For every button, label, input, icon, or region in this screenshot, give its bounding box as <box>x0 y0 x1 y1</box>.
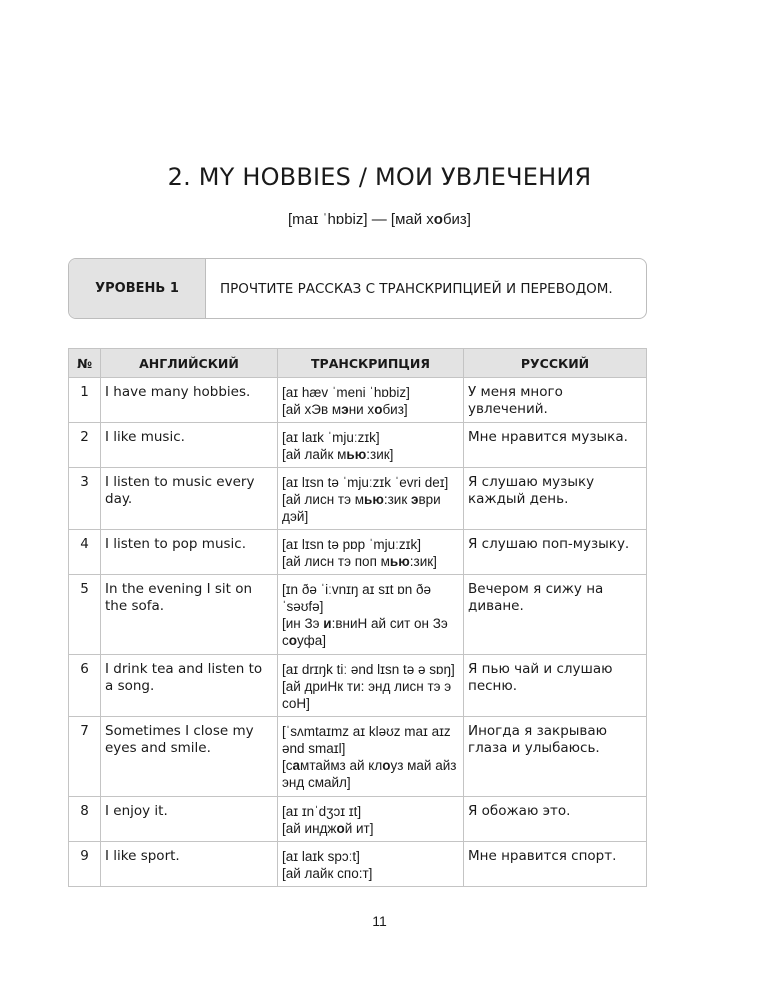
russian-transcription <box>282 757 459 791</box>
title-transcription <box>0 211 759 228</box>
transcription-part: :зик] <box>409 554 437 569</box>
title-ipa: [maɪ ˈhɒbiz] <box>288 211 368 228</box>
table-row <box>69 717 647 797</box>
title-ru-stress: о <box>433 211 443 228</box>
stressed-vowel: ью <box>364 492 384 507</box>
stressed-vowel: о <box>374 402 383 417</box>
page-number: 11 <box>372 913 387 929</box>
row-number: 2 <box>69 423 101 468</box>
transcription-part: [ай хЭв м <box>282 402 342 417</box>
transcription-part: [ай лайк м <box>282 447 347 462</box>
ipa-transcription: [ɪn ðə ˈiːvnɪŋ aɪ sɪt ɒn ðə ˈsəʊfə] <box>282 582 432 614</box>
transcription-part: [ай лисн тэ м <box>282 492 365 507</box>
row-number: 7 <box>69 717 101 797</box>
russian-translation: Иногда я закрываю глаза и улыбаюсь. <box>464 717 647 797</box>
russian-translation: Я слушаю музыку каждый день. <box>464 468 647 530</box>
russian-transcription <box>282 820 459 837</box>
transcription-cell <box>278 468 464 530</box>
row-number: 4 <box>69 530 101 575</box>
table-row <box>69 842 647 887</box>
table-row <box>69 378 647 423</box>
transcription-part: :зик] <box>366 447 394 462</box>
transcription-part: [с <box>282 758 293 773</box>
stressed-vowel: ью <box>389 554 410 569</box>
transcription-part: ври дэй] <box>282 492 441 524</box>
table-row <box>69 468 647 530</box>
stressed-vowel: о <box>382 758 391 773</box>
ipa-transcription: [aɪ ɪnˈdʒɔɪ ɪt] <box>282 804 362 819</box>
english-phrase: I like music. <box>101 423 278 468</box>
english-phrase: I drink tea and listen to a song. <box>101 655 278 717</box>
transcription-cell <box>278 842 464 887</box>
row-number: 1 <box>69 378 101 423</box>
russian-transcription <box>282 553 459 570</box>
english-phrase: I enjoy it. <box>101 797 278 842</box>
level-instruction: ПРОЧТИТЕ РАССКАЗ С ТРАНСКРИПЦИЕЙ И ПЕРЕВОДОМ. <box>220 280 613 297</box>
russian-transcription <box>282 865 459 882</box>
transcription-part: [ай индж <box>282 821 337 836</box>
ipa-transcription: [aɪ drɪŋk tiː ənd lɪsn tə ə sɒŋ] <box>282 662 455 677</box>
russian-transcription <box>282 446 459 463</box>
stressed-vowel: ью <box>346 447 367 462</box>
russian-transcription <box>282 615 459 649</box>
transcription-cell <box>278 797 464 842</box>
stressed-vowel: а <box>292 758 301 773</box>
title-ru-part: [май х <box>390 211 434 228</box>
vocabulary-table <box>68 348 647 887</box>
header-number: № <box>69 349 101 378</box>
russian-translation: Вечером я сижу на диване. <box>464 575 647 655</box>
ipa-transcription: [aɪ lɪsn tə pɒp ˈmjuːzɪk] <box>282 537 421 552</box>
ipa-transcription: [aɪ laɪk spɔːt] <box>282 849 360 864</box>
title-dash: — <box>367 211 391 228</box>
transcription-cell <box>278 423 464 468</box>
russian-translation: Я слушаю поп-музыку. <box>464 530 647 575</box>
stressed-vowel: о <box>288 633 297 648</box>
transcription-part: уз май айз энд смайл] <box>282 758 457 790</box>
transcription-part: :вниН ай сит он Зэ с <box>282 616 448 648</box>
ipa-transcription: [aɪ lɪsn tə ˈmjuːzɪk ˈevri deɪ] <box>282 475 449 490</box>
table-row <box>69 530 647 575</box>
english-phrase: I like sport. <box>101 842 278 887</box>
transcription-part: [ай дриНк ти: энд лисн тэ э соН] <box>282 679 452 711</box>
english-phrase: Sometimes I close my eyes and smile. <box>101 717 278 797</box>
header-russian: РУССКИЙ <box>464 349 647 378</box>
header-english: АНГЛИЙСКИЙ <box>101 349 278 378</box>
ipa-transcription: [aɪ laɪk ˈmjuːzɪk] <box>282 430 380 445</box>
russian-translation: Я пью чай и слушаю песню. <box>464 655 647 717</box>
transcription-cell <box>278 655 464 717</box>
transcription-cell <box>278 575 464 655</box>
russian-translation: Мне нравится спорт. <box>464 842 647 887</box>
stressed-vowel: и <box>323 616 332 631</box>
transcription-part: мтаймз ай кл <box>300 758 383 773</box>
transcription-cell <box>278 530 464 575</box>
title-ru-part: биз] <box>442 211 471 228</box>
stressed-vowel: э <box>341 402 349 417</box>
table-row <box>69 575 647 655</box>
english-phrase: I have many hobbies. <box>101 378 278 423</box>
transcription-part: :зик <box>383 492 411 507</box>
row-number: 3 <box>69 468 101 530</box>
english-phrase: I listen to music every day. <box>101 468 278 530</box>
transcription-part: [ай лайк спо:т] <box>282 866 373 881</box>
russian-transcription <box>282 491 459 525</box>
transcription-cell <box>278 378 464 423</box>
table-row <box>69 655 647 717</box>
row-number: 5 <box>69 575 101 655</box>
transcription-part: [ин Зэ <box>282 616 324 631</box>
ipa-transcription: [ˈsʌmtaɪmz aɪ kləʊz maɪ aɪz ənd smaɪl] <box>282 724 451 756</box>
stressed-vowel: э <box>411 492 419 507</box>
russian-translation: Я обожаю это. <box>464 797 647 842</box>
table-header-row <box>69 349 647 378</box>
table-row <box>69 423 647 468</box>
transcription-part: биз] <box>382 402 408 417</box>
level-label: УРОВЕНЬ 1 <box>69 259 206 318</box>
row-number: 9 <box>69 842 101 887</box>
transcription-cell <box>278 717 464 797</box>
english-phrase: I listen to pop music. <box>101 530 278 575</box>
table-body <box>69 378 647 887</box>
level-box <box>68 258 647 319</box>
transcription-part: й ит] <box>344 821 374 836</box>
russian-translation: У меня много увлечений. <box>464 378 647 423</box>
russian-translation: Мне нравится музыка. <box>464 423 647 468</box>
row-number: 6 <box>69 655 101 717</box>
stressed-vowel: о <box>336 821 345 836</box>
transcription-part: уфа] <box>297 633 326 648</box>
header-transcription: ТРАНСКРИПЦИЯ <box>278 349 464 378</box>
russian-transcription <box>282 401 459 418</box>
row-number: 8 <box>69 797 101 842</box>
transcription-part: ни х <box>348 402 375 417</box>
ipa-transcription: [aɪ hæv ˈmeni ˈhɒbiz] <box>282 385 410 400</box>
russian-transcription <box>282 678 459 712</box>
table-row <box>69 797 647 842</box>
page-title: 2. MY HOBBIES / МОИ УВЛЕЧЕНИЯ <box>167 163 592 191</box>
english-phrase: In the evening I sit on the sofa. <box>101 575 278 655</box>
transcription-part: [ай лисн тэ поп м <box>282 554 390 569</box>
